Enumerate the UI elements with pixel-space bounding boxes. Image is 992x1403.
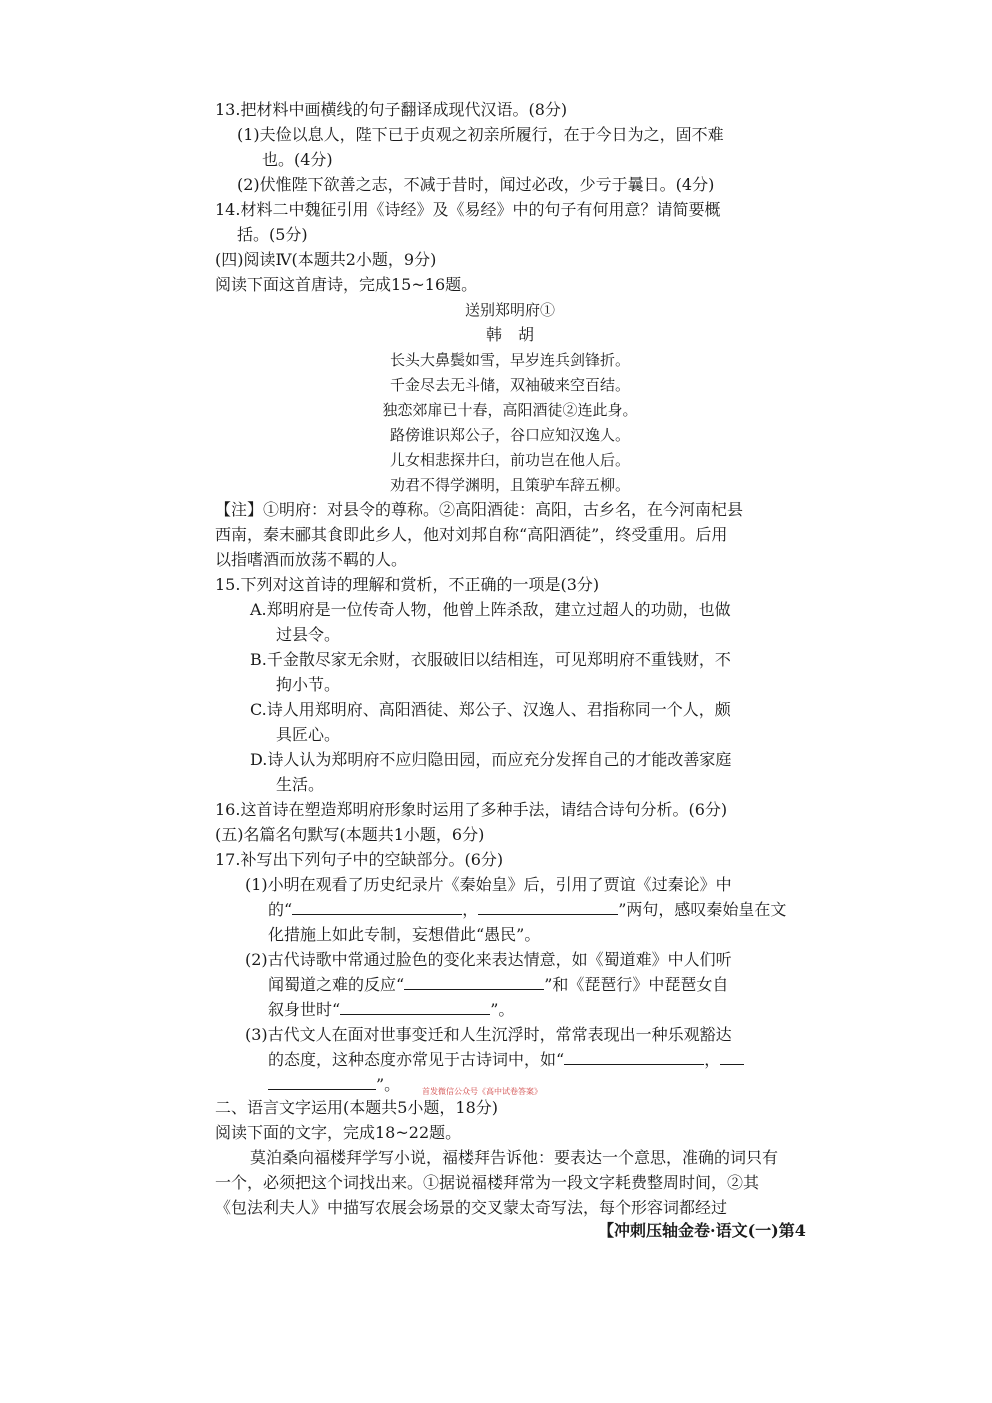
blank-3[interactable] [404,975,544,990]
poem-line: 独恋郊扉已十春，高阳酒徒②连此身。 [382,401,638,419]
q17-p2-c-post: ”。 [490,1000,515,1019]
part2-heading: 二、语言文字运用(本题共5小题，18分) [215,1098,499,1117]
q17-p2-c-pre: 叙身世时“ [268,1000,341,1019]
blank-5[interactable] [564,1050,704,1065]
blank-2[interactable] [478,900,618,915]
blank-1[interactable] [292,900,462,915]
q17-p1-post: ”两句，感叹秦始皇在文 [618,900,787,919]
q15-option-c: C.诗人用郑明府、高阳酒徒、郑公子、汉逸人、君指称同一个人，颇 [250,700,731,719]
q15-option-b-cont: 拘小节。 [276,675,341,694]
q14-line2: 括。(5分) [237,225,308,244]
blank-6a[interactable] [720,1050,744,1065]
q17-p1-line3: 化措施上如此专制，妄想借此“愚民”。 [268,925,541,944]
q15-option-d-cont: 生活。 [276,775,325,794]
q17-p2-post: ”和《琵琶行》中琵琶女自 [544,975,729,994]
note-line1: 【注】①明府：对县令的尊称。②高阳酒徒：高阳，古乡名，在今河南杞县 [215,500,744,519]
q13-s2: (2)伏惟陛下欲善之志，不减于昔时，闻过必改，少亏于曩日。(4分) [237,175,715,194]
q17-p3-pre: 的态度，这种态度亦常见于古诗词中，如“ [268,1050,565,1069]
poem-line: 劝君不得学渊明，且策驴车辞五柳。 [389,476,630,494]
q17-p2-line2 [268,975,728,995]
blank-6b[interactable] [268,1075,376,1090]
poem-line: 儿女相悲探井臼，前功岂在他人后。 [389,451,630,469]
q15-option-d: D.诗人认为郑明府不应归隐田园，而应充分发挥自己的才能改善家庭 [250,750,732,769]
poem-line: 千金尽去无斗储，双袖破来空百结。 [389,376,630,394]
q17-p3-mid: ， [704,1050,721,1069]
blank-4[interactable] [340,1000,490,1015]
note-line3: 以指嗜酒而放荡不羁的人。 [215,550,408,569]
q17-p3-line2 [268,1050,744,1070]
q17-p1-line2 [268,900,786,920]
q13-title: 13.把材料中画横线的句子翻译成现代汉语。(8分) [215,100,568,119]
q15-option-a-cont: 过县令。 [276,625,341,644]
q15-option-b: B.千金散尽家无余财，衣服破旧以结相连，可见郑明府不重钱财，不 [250,650,731,669]
section4-intro: 阅读下面这首唐诗，完成15~16题。 [215,275,478,294]
q17-p2-line1: (2)古代诗歌中常通过脸色的变化来表达情意，如《蜀道难》中人们听 [245,950,732,969]
q14-line1: 14.材料二中魏征引用《诗经》及《易经》中的句子有何用意？请简要概 [215,200,721,219]
q17-p3-post: ”。 [376,1075,401,1094]
q15-title: 15.下列对这首诗的理解和赏析，不正确的一项是(3分) [215,575,600,594]
q17-p2-pre: 闻蜀道之难的反应“ [268,975,405,994]
q13-s1-line1: (1)夫俭以息人，陛下已于贞观之初亲所履行，在于今日为之，固不难 [237,125,724,144]
q17-p1-mid: ， [462,900,479,919]
part2-para-line1: 莫泊桑向福楼拜学写小说，福楼拜告诉他：要表达一个意思，准确的词只有 [250,1148,779,1167]
note-line2: 西南，秦末郦其食即此乡人，他对刘邦自称“高阳酒徒”，终受重用。后用 [215,525,728,544]
poem-title: 送别郑明府① [464,301,555,319]
part2-intro: 阅读下面的文字，完成18~22题。 [215,1123,462,1142]
q15-option-a: A.郑明府是一位传奇人物，他曾上阵杀敌，建立过超人的功勋，也做 [250,600,731,619]
q13-s1-line2: 也。(4分) [262,150,333,169]
q15-option-c-cont: 具匠心。 [276,725,341,744]
q17-p3-line3 [268,1075,400,1095]
part2-para-line2: 一个，必须把这个词找出来。①据说福楼拜常为一段文字耗费整周时间，②其 [215,1173,760,1192]
poem-author: 韩 胡 [485,325,534,344]
q17-p1-pre: 的“ [268,900,293,919]
q17-p1-line1: (1)小明在观看了历史纪录片《秦始皇》后，引用了贾谊《过秦论》中 [245,875,732,894]
q17-p2-line3 [268,1000,514,1020]
q17-title: 17.补写出下列句子中的空缺部分。(6分) [215,850,504,869]
part2-para-line3: 《包法利夫人》中描写农展会场景的交叉蒙太奇写法，每个形容词都经过 [215,1198,728,1217]
poem-line: 长头大鼻鬓如雪，早岁连兵剑锋折。 [389,351,630,369]
section5-heading: (五)名篇名句默写(本题共1小题，6分) [215,825,485,844]
q16: 16.这首诗在塑造郑明府形象时运用了多种手法，请结合诗句分析。(6分) [215,800,728,819]
page-footer: 【冲刺压轴金卷·语文(一)第4 [598,1221,806,1240]
poem-line: 路傍谁识郑公子，谷口应知汉逸人。 [389,426,630,444]
q17-p3-line1: (3)古代文人在面对世事变迁和人生沉浮时，常常表现出一种乐观豁达 [245,1025,732,1044]
watermark: 首发微信公众号《高中试卷答案》 [422,1087,542,1096]
section4-heading: (四)阅读Ⅳ(本题共2小题，9分) [215,250,437,269]
